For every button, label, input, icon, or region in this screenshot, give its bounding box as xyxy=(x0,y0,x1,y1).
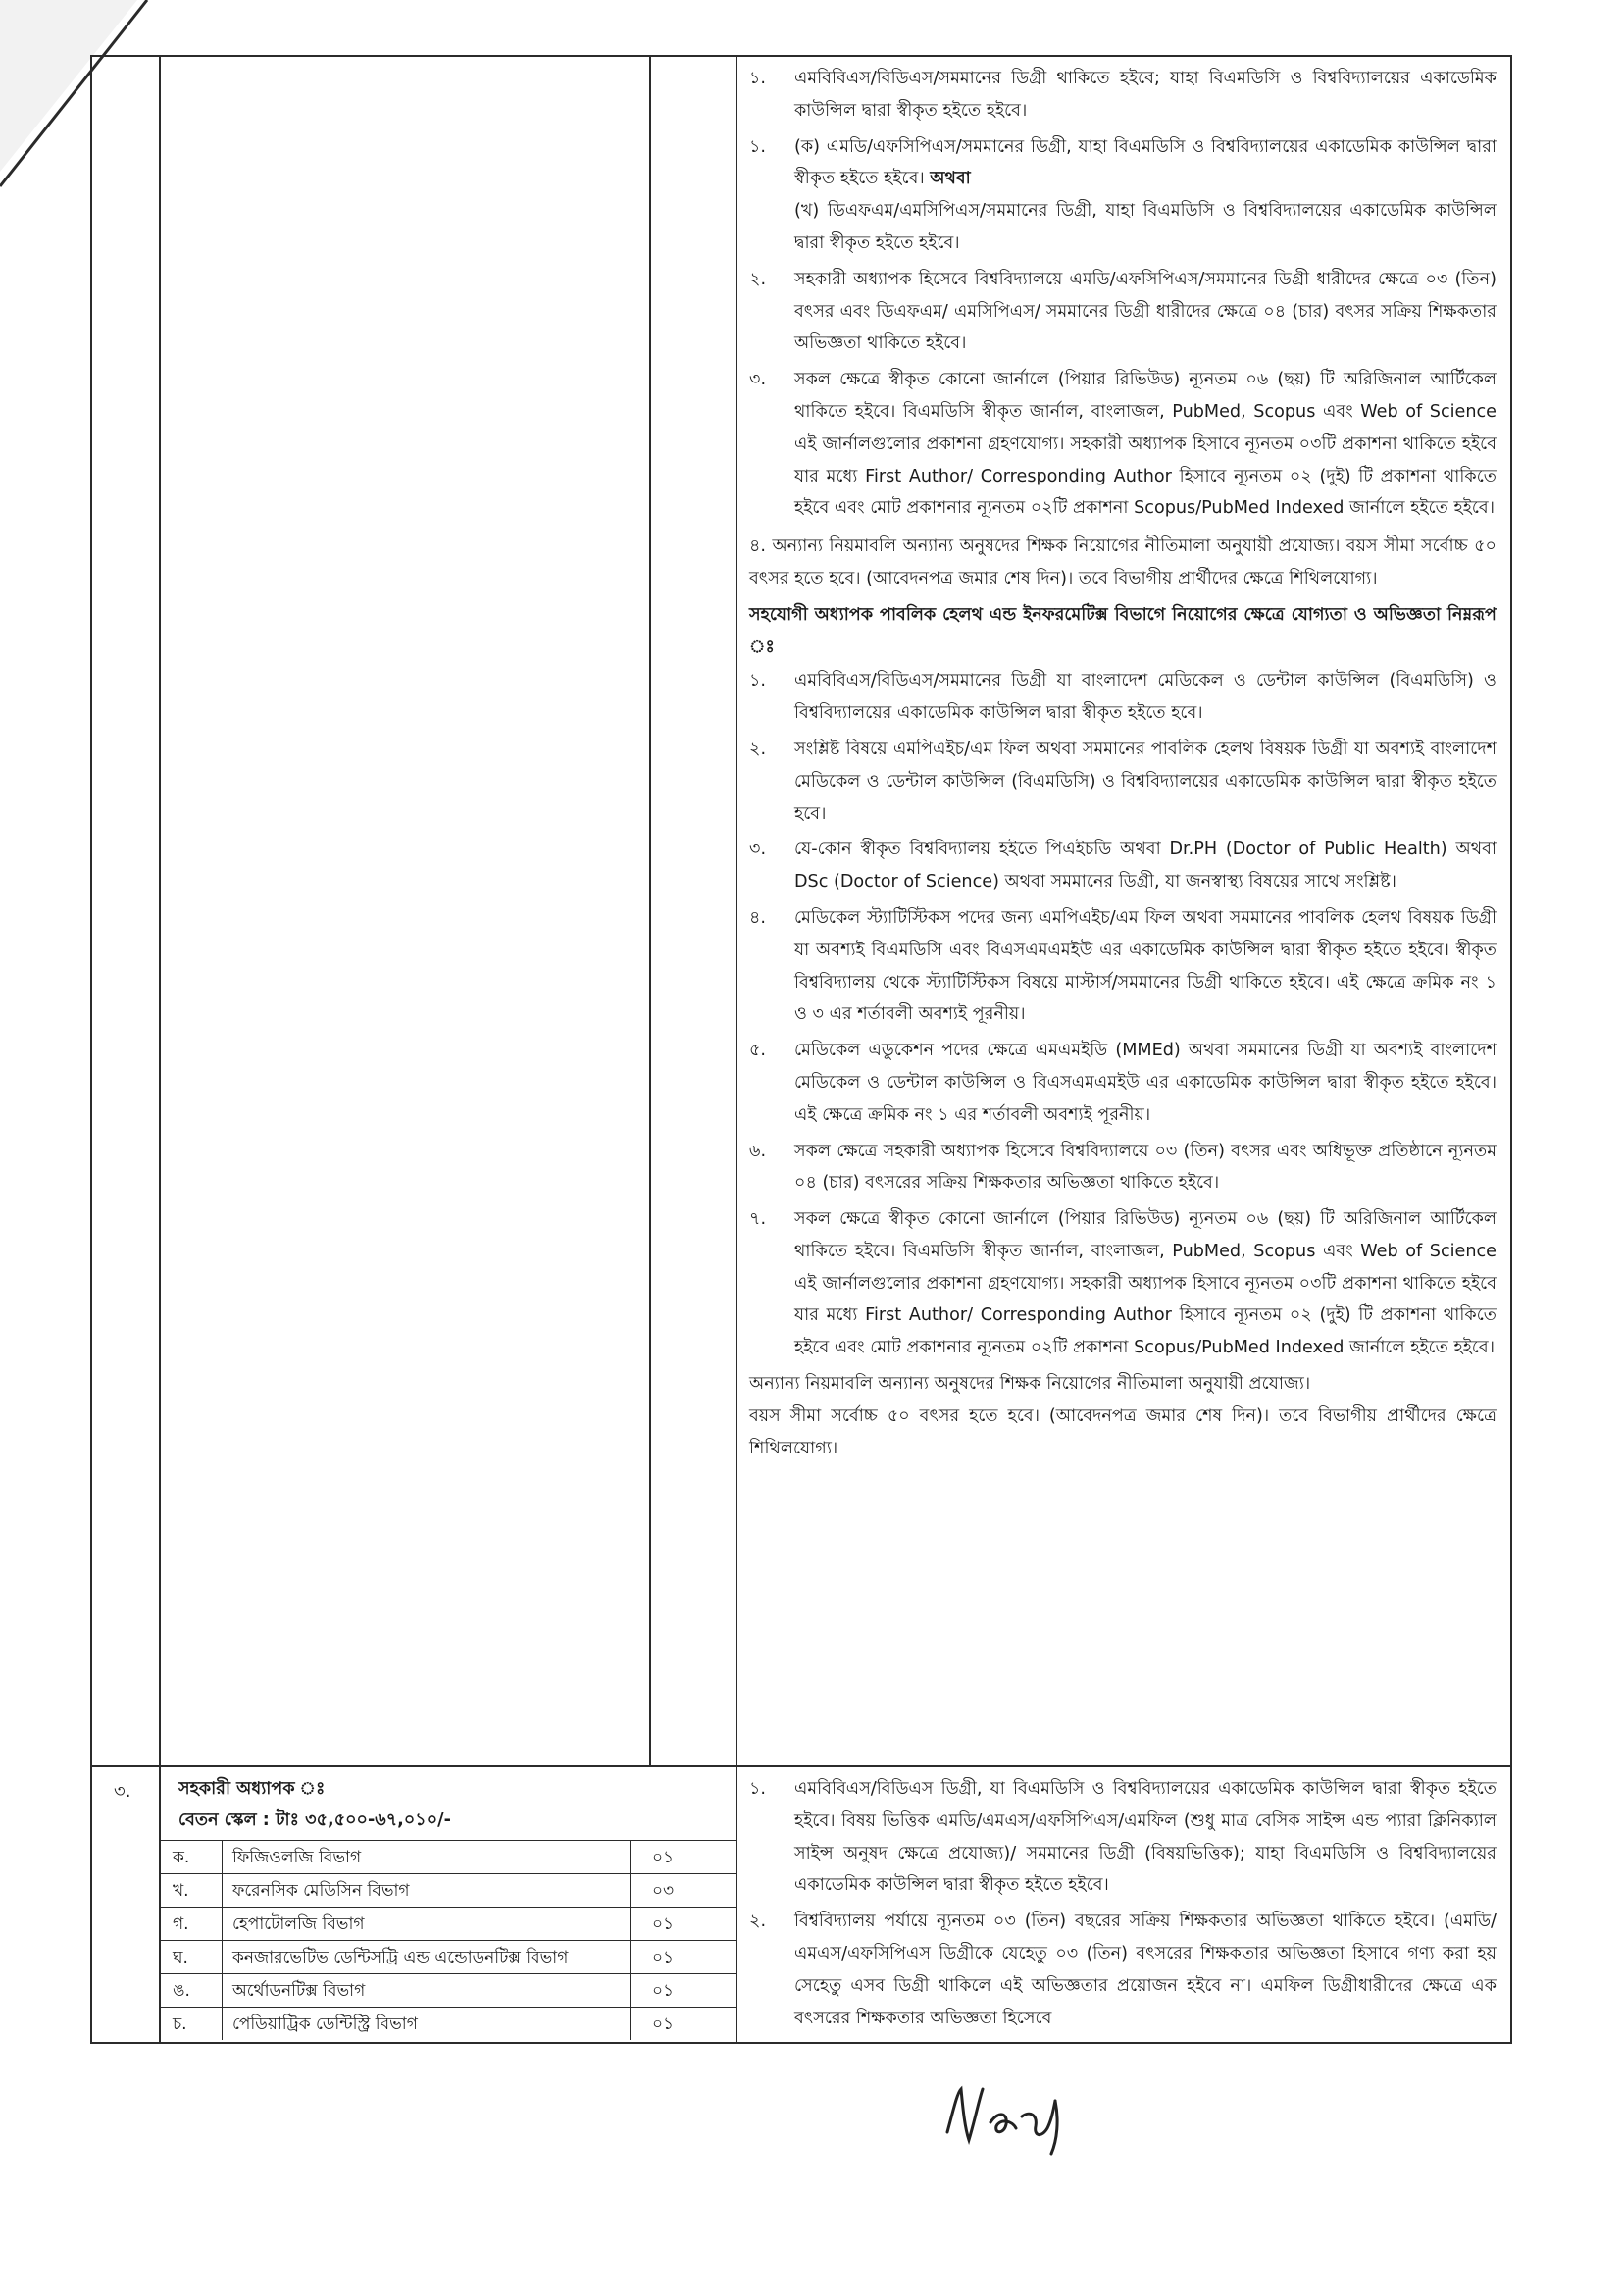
table-row: ঘ. কনজারভেটিভ ডেন্টিসট্রি এন্ড এন্ডোডনটিক্স বিভাগ ০১ xyxy=(161,1941,736,1974)
list-item: ৩. সকল ক্ষেত্রে স্বীকৃত কোনো জার্নালে (পিয়ার রিভিউড) ন্যূনতম ০৬ (ছয়) টি অরিজিনাল আর্টিকেল থাকিতে হইবে। বিএমডিসি স্বীকৃত জার্নাল, বাংলাজল, PubMed, Scopus এবং Web of Science এই জার্নালগুলোর প্রকাশনা গ্রহণযোগ্য। সহকারী অধ্যাপক হিসাবে ন্যূনতম ০৩টি প্রকাশনা থাকিতে হইবে যার মধ্যে First Author/ Corresponding Author হিসাবে ন্যূনতম ০২ (দুই) টি প্রকাশনা থাকিতে হইবে এবং মোট প্রকাশনার ন্যূনতম ০২টি প্রকাশনা Scopus/PubMed Indexed জার্নালে হইতে হইবে। xyxy=(749,370,1497,519)
department-list xyxy=(161,1840,736,2040)
table-row: চ. পেডিয়াট্রিক ডেন্টিস্ট্রি বিভাগ ০১ xyxy=(161,2008,736,2041)
position-cell xyxy=(160,56,650,1766)
count-cell xyxy=(650,56,736,1766)
table-row: গ. হেপাটোলজি বিভাগ ০১ xyxy=(161,1908,736,1941)
table-row: ঙ. অর্থোডনটিক্স বিভাগ ০১ xyxy=(161,1974,736,2008)
list-item: ২. সহকারী অধ্যাপক হিসেবে বিশ্ববিদ্যালয়ে এমডি/এফসিপিএস/সমমানের ডিগ্রী ধারীদের ক্ষেত্রে ০৩ (তিন) বৎসর এবং ডিএফএম/ এমসিপিএস/ সমমানের ডিগ্রী ধারীদের ক্ষেত্রে ০৪ (চার) বৎসর সক্রিয় শিক্ষকতার অভিজ্ঞতা থাকিতে হইবে। xyxy=(749,269,1497,354)
job-requirements-table xyxy=(90,55,1512,2044)
list-item: ৪. মেডিকেল স্ট্যাটিস্টিকস পদের জন্য এমপিএইচ/এম ফিল অথবা সমমানের পাবলিক হেলথ বিষয়ক ডিগ্রী যা অবশ্যই বিএমডিসি এবং বিএসএমএমইউ এর একাডেমিক কাউন্সিল দ্বারা স্বীকৃত হইতে হইবে। স্বীকৃত বিশ্ববিদ্যালয় থেকে স্ট্যাটিস্টিকস বিষয়ে মাস্টার্স/সমমানের ডিগ্রী থাকিতে হইবে। এই ক্ষেত্রে ক্রমিক নং ১ ও ৩ এর শর্তাবলী অবশ্যই পূরনীয়। xyxy=(749,907,1497,1025)
rules-note: অন্যান্য নিয়মাবলি অন্যান্য অনুষদের শিক্ষক নিয়োগের নীতিমালা অনুযায়ী প্রযোজ্য। xyxy=(749,1374,1311,1395)
position-title: সহকারী অধ্যাপক ঃ xyxy=(178,1779,326,1799)
table-row: খ. ফরেনসিক মেডিসিন বিভাগ ০৩ xyxy=(161,1874,736,1908)
list-item: ১. (ক) এমডি/এফসিপিএস/সমমানের ডিগ্রী, যাহা বিএমডিসি ও বিশ্ববিদ্যালয়ের একাডেমিক কাউন্সিল দ্বারা স্বীকৃত হইতে হইবে। অথবা (খ) ডিএফএম/এমসিপিএস/সমমানের ডিগ্রী, যাহা বিএমডিসি ও বিশ্ববিদ্যালয়ের একাডেমিক কাউন্সিল দ্বারা স্বীকৃত হইতে হইবে। xyxy=(749,136,1497,253)
age-limit-note: ৪. অন্যান্য নিয়মাবলি অন্যান্য অনুষদের শিক্ষক নিয়োগের নীতিমালা অনুযায়ী প্রযোজ্য। বয়স সীমা সর্বোচ্চ ৫০ বৎসর হতে হবে। (আবেদনপত্র জমার শেষ দিন)। তবে বিভাগীয় প্রার্থীদের ক্ষেত্রে শিথিলযোগ্য। xyxy=(749,536,1497,588)
requirements-cell xyxy=(736,1766,1511,2043)
table-row: ক. ফিজিওলজি বিভাগ ০১ xyxy=(161,1841,736,1874)
pay-scale: বেতন স্কেল : টাঃ ৩৫,৫০০-৬৭,০১০/- xyxy=(178,1810,451,1830)
list-item: ৬. সকল ক্ষেত্রে সহকারী অধ্যাপক হিসেবে বিশ্ববিদ্যালয়ে ০৩ (তিন) বৎসর এবং অধিভূক্ত প্রতিষ্ঠানে ন্যূনতম ০৪ (চার) বৎসরের সক্রিয় শিক্ষকতার অভিজ্ঞতা থাকিতে হইবে। xyxy=(749,1141,1497,1194)
list-item: ১. এমবিবিএস/বিডিএস/সমমানের ডিগ্রী যা বাংলাদেশ মেডিকেল ও ডেন্টাল কাউন্সিল (বিএমডিসি) ও বিশ্ববিদ্যালয়ের একাডেমিক কাউন্সিল দ্বারা স্বীকৃত হইতে হবে। xyxy=(749,671,1497,724)
requirements-cell xyxy=(736,56,1511,1766)
table-row xyxy=(91,1766,1511,2043)
list-item: ৩. যে-কোন স্বীকৃত বিশ্ববিদ্যালয় হইতে পিএইচডি অথবা Dr.PH (Doctor of Public Health) অথবা DSc (Doctor of Science) অথবা সমমানের ডিগ্রী, যা জনস্বাস্থ্য বিষয়ের সাথে সংশ্লিষ্ট। xyxy=(749,840,1497,892)
list-item: ১. এমবিবিএস/বিডিএস ডিগ্রী, যা বিএমডিসি ও বিশ্ববিদ্যালয়ের একাডেমিক কাউন্সিল দ্বারা স্বীকৃত হইতে হইবে। বিষয় ভিত্তিক এমডি/এমএস/এফসিপিএস/এমফিল (শুধু মাত্র বেসিক সাইন্স এন্ড প্যারা ক্লিনিক্যাল সাইন্স অনুষদ ক্ষেত্রে প্রযোজ্য)/ সমমানের ডিগ্রী (বিষয়ভিত্তিক); যাহা বিএমডিসি ও বিশ্ববিদ্যালয়ের একাডেমিক কাউন্সিল দ্বারা স্বীকৃত হইতে হইবে। xyxy=(749,1779,1497,1896)
serial-cell xyxy=(91,56,160,1766)
list-item: ২. সংশ্লিষ্ট বিষয়ে এমপিএইচ/এম ফিল অথবা সমমানের পাবলিক হেলথ বিষয়ক ডিগ্রী যা অবশ্যই বাংলাদেশ মেডিকেল ও ডেন্টাল কাউন্সিল (বিএমডিসি) ও বিশ্ববিদ্যালয়ের একাডেমিক কাউন্সিল দ্বারা স্বীকৃত হইতে হবে। xyxy=(749,739,1497,824)
table-row xyxy=(91,56,1511,1766)
list-item: ৭. সকল ক্ষেত্রে স্বীকৃত কোনো জার্নালে (পিয়ার রিভিউড) ন্যূনতম ০৬ (ছয়) টি অরিজিনাল আর্টিকেল থাকিতে হইবে। বিএমডিসি স্বীকৃত জার্নাল, বাংলাজল, PubMed, Scopus এবং Web of Science এই জার্নালগুলোর প্রকাশনা গ্রহণযোগ্য। সহকারী অধ্যাপক হিসাবে ন্যূনতম ০৩টি প্রকাশনা থাকিতে হইবে যার মধ্যে First Author/ Corresponding Author হিসাবে ন্যূনতম ০২ (দুই) টি প্রকাশনা থাকিতে হইবে এবং মোট প্রকাশনার ন্যূনতম ০২টি প্রকাশনা Scopus/PubMed Indexed জার্নালে হইতে হইবে। xyxy=(749,1209,1497,1358)
serial-cell: ৩. xyxy=(91,1766,160,2043)
list-item: ১. এমবিবিএস/বিডিএস/সমমানের ডিগ্রী থাকিতে হইবে; যাহা বিএমডিসি ও বিশ্ববিদ্যালয়ের একাডেমিক কাউন্সিল দ্বারা স্বীকৃত হইতে হইবে। xyxy=(749,69,1497,121)
list-item: ২. বিশ্ববিদ্যালয় পর্যায়ে ন্যূনতম ০৩ (তিন) বছরের সক্রিয় শিক্ষকতার অভিজ্ঞতা থাকিতে হইবে। (এমডি/এমএস/এফসিপিএস ডিগ্রীকে যেহেতু ০৩ (তিন) বৎসরের শিক্ষকতার অভিজ্ঞতা হিসাবে গণ্য করা হয় সেহেতু এসব ডিগ্রী থাকিলে এই অভিজ্ঞতার প্রয়োজন হইবে না। এমফিল ডিগ্রীধারীদের ক্ষেত্রে এক বৎসরের শিক্ষকতার অভিজ্ঞতা হিসেবে xyxy=(749,1912,1497,2028)
age-limit-note: বয়স সীমা সর্বোচ্চ ৫০ বৎসর হতে হবে। (আবেদনপত্র জমার শেষ দিন)। তবে বিভাগীয় প্রার্থীদের ক্ষেত্রে শিথিলযোগ্য। xyxy=(749,1405,1497,1458)
position-cell xyxy=(160,1766,736,2043)
section-heading: সহযোগী অধ্যাপক পাবলিক হেলথ এন্ড ইনফরমেটিক্স বিভাগে নিয়োগের ক্ষেত্রে যোগ্যতা ও অভিজ্ঞতা নিম্নরূপ ঃ xyxy=(749,604,1497,657)
handwritten-signature xyxy=(939,2071,1106,2160)
list-item: ৫. মেডিকেল এডুকেশন পদের ক্ষেত্রে এমএমইডি (MMEd) অথবা সমমানের ডিগ্রী যা অবশ্যই বাংলাদেশ মেডিকেল ও ডেন্টাল কাউন্সিল ও বিএসএমএমইউ এর একাডেমিক কাউন্সিল দ্বারা স্বীকৃত হইতে হইবে। এই ক্ষেত্রে ক্রমিক নং ১ এর শর্তাবলী অবশ্যই পূরনীয়। xyxy=(749,1041,1497,1125)
